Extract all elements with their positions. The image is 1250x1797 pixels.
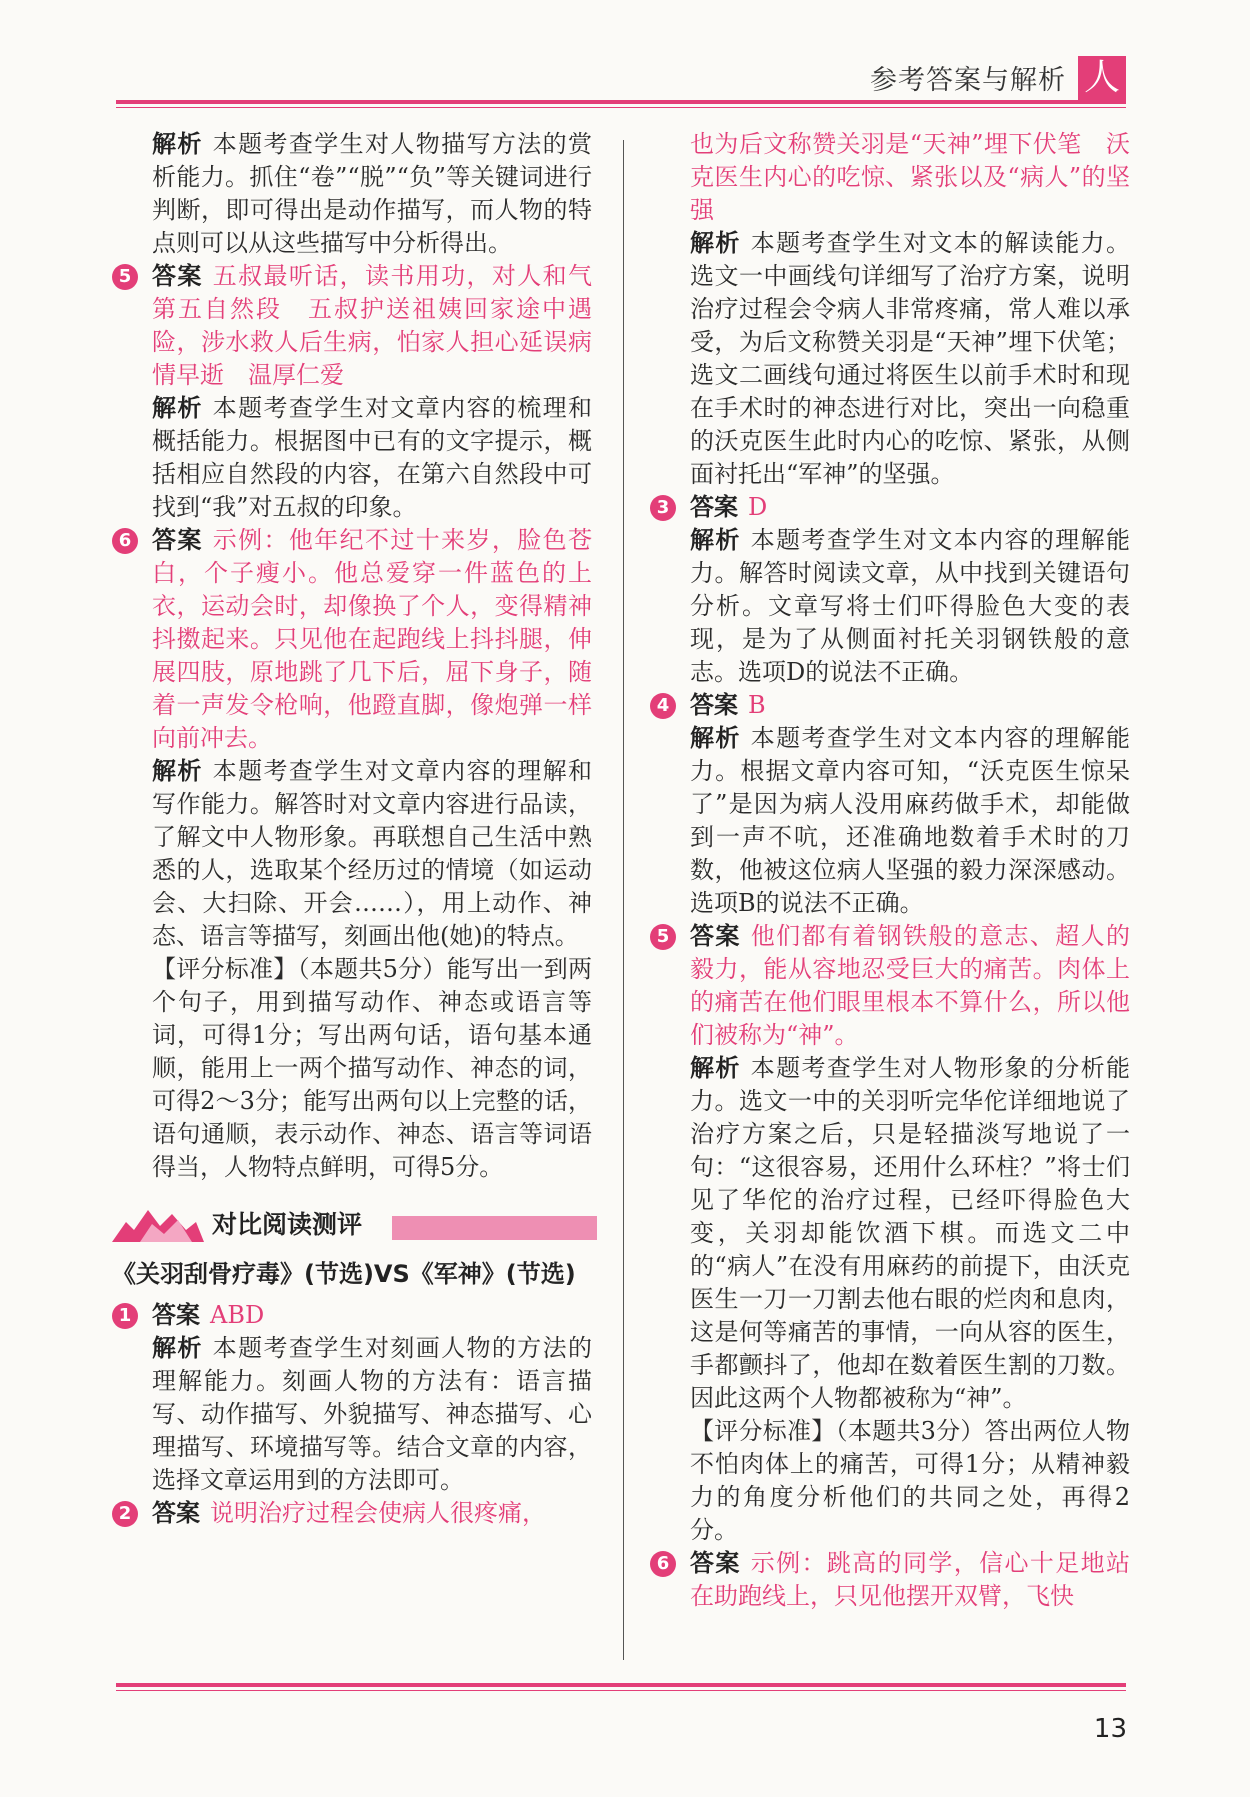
section-question-5	[656, 920, 1130, 1547]
answer-label: 答案	[690, 922, 741, 950]
analysis-label: 解析	[690, 724, 741, 752]
answer-text: B	[748, 691, 766, 719]
analysis-label: 解析	[152, 1334, 203, 1362]
answer-label: 答案	[152, 1301, 200, 1329]
left-column	[112, 128, 616, 1530]
answer-label: 答案	[152, 1499, 200, 1527]
section-title	[112, 1198, 592, 1252]
question-number-badge: 4	[650, 693, 676, 719]
column-divider	[623, 140, 624, 1660]
analysis-text: 本题考查学生对文章内容的梳理和概括能力。根据图中已有的文字提示，概括相应自然段的内容，在第六自然段中可找到“我”对五叔的印象。	[152, 394, 592, 521]
analysis-text: 本题考查学生对人物描写方法的赏析能力。抓住“卷”“脱”“负”等关键词进行判断，即可得出是动作描写，而人物的特点则可以从这些描写中分析得出。	[152, 130, 592, 257]
analysis-label: 解析	[690, 1054, 741, 1082]
scoring-criteria: 【评分标准】（本题共5分）能写出一到两个句子，用到描写动作、神态或语言等词，可得1分；写出两句话，语句基本通顺，能用上一两个描写动作、神态的词，可得2～3分；能写出两句以上完整的话，语句通顺，表示动作、神态、语言等词语得当，人物特点鲜明，可得5分。	[152, 955, 592, 1181]
analysis-label: 解析	[690, 229, 741, 257]
answer-continuation: 也为后文称赞关羽是“天神”埋下伏笔 沃克医生内心的吃惊、紧张以及“病人”的坚强	[690, 130, 1130, 224]
header-rule	[116, 100, 1126, 104]
section-title-bar	[392, 1216, 597, 1240]
answer-label: 答案	[690, 493, 738, 521]
analysis-label: 解析	[690, 526, 741, 554]
answer-text: D	[748, 493, 768, 521]
analysis-text: 本题考查学生对文本的解读能力。选文一中画线句详细写了治疗方案，说明治疗过程会令病人非常疼痛，常人难以承受，为后文称赞关羽是“天神”埋下伏笔；选文二画线句通过将医生以前手术时和现在手术时的神态进行对比，突出一向稳重的沃克医生此时内心的吃惊、紧张，从侧面衬托出“军神”的坚强。	[690, 229, 1130, 488]
header-title: 参考答案与解析	[870, 65, 1066, 96]
answer-text: ABD	[210, 1301, 265, 1329]
analysis-text: 本题考查学生对文本内容的理解能力。根据文章内容可知，“沃克医生惊呆了”是因为病人没用麻药做手术，却能做到一声不吭，还准确地数着手术时的刀数，他被这位病人坚强的毅力深深感动。选项B的说法不正确。	[690, 724, 1130, 917]
question-number-badge: 6	[112, 528, 138, 554]
question-6	[118, 524, 592, 1184]
question-number-badge: 5	[650, 924, 676, 950]
section-question-3	[656, 491, 1130, 689]
section-question-4	[656, 689, 1130, 920]
analysis-text: 本题考查学生对文本内容的理解能力。解答时阅读文章，从中找到关键语句分析。文章写将士们吓得脸色大变的表现，是为了从侧面衬托关羽钢铁般的意志。选项D的说法不正确。	[690, 526, 1130, 686]
question-number-badge: 3	[650, 495, 676, 521]
section-question-2	[118, 1497, 592, 1530]
answer-label: 答案	[152, 262, 203, 290]
header-rule-thin	[116, 107, 1126, 108]
analysis-label: 解析	[152, 394, 203, 422]
question-number-badge: 2	[112, 1501, 138, 1527]
section-title-text: 对比阅读测评	[212, 1210, 363, 1239]
question-number-badge: 5	[112, 264, 138, 290]
mountain-decoration-icon	[112, 1204, 204, 1242]
answer-text: 五叔最听话，读书用功，对人和气 第五自然段 五叔护送祖姨回家途中遇险，涉水救人后生病，怕家人担心延误病情早逝 温厚仁爱	[152, 262, 616, 389]
answer-text: 他们都有着钢铁般的意志、超人的毅力，能从容地忍受巨大的痛苦。肉体上的痛苦在他们眼里根本不算什么，所以他们被称为“神”。	[690, 922, 1130, 1049]
question-number-badge: 6	[650, 1551, 676, 1577]
answer-label: 答案	[152, 526, 203, 554]
answer-text: 示例：他年纪不过十来岁，脸色苍白，个子瘦小。他总爱穿一件蓝色的上衣，运动会时，却像换了个人，变得精神抖擞起来。只见他在起跑线上抖抖腿，伸展四肢，原地跳了几下后，屈下身子，随着一声发令枪响，他蹬直脚，像炮弹一样向前冲去。	[152, 526, 592, 752]
analysis-text: 本题考查学生对人物形象的分析能力。选文一中的关羽听完华佗详细地说了治疗方案之后，只是轻描淡写地说了一句：“这很容易，还用什么环柱？”将士们见了华佗的治疗过程，已经吓得脸色大变，关羽却能饮酒下棋。而选文二中的“病人”在没有用麻药的前提下，由沃克医生一刀一刀割去他右眼的烂肉和息肉，这是何等痛苦的事情，一向从容的医生，手都颤抖了，他却在数着医生割的刀数。因此这两个人物都被称为“神”。	[690, 1054, 1130, 1412]
q4-analysis	[152, 128, 592, 260]
footer-rule-thin	[116, 1690, 1126, 1691]
answer-text: 说明治疗过程会使病人很疼痛，	[210, 1499, 546, 1527]
footer-rule	[116, 1683, 1126, 1687]
analysis-label: 解析	[152, 757, 203, 785]
section-question-1	[118, 1299, 592, 1497]
section-question-6	[656, 1547, 1130, 1613]
header-mark: 人	[1078, 56, 1126, 100]
page-number: 13	[1093, 1714, 1127, 1744]
right-column	[656, 128, 1130, 1613]
analysis-label: 解析	[152, 130, 203, 158]
analysis-text: 本题考查学生对刻画人物的方法的理解能力。刻画人物的方法有：语言描写、动作描写、外貌描写、神态描写、心理描写、环境描写等。结合文章的内容，选择文章运用到的方法即可。	[152, 1334, 592, 1494]
question-5	[118, 260, 616, 524]
answer-label: 答案	[690, 691, 738, 719]
scoring-criteria: 【评分标准】（本题共3分）答出两位人物不怕肉体上的痛苦，可得1分；从精神毅力的角度分析他们的共同之处，再得2分。	[690, 1417, 1130, 1544]
analysis-text: 本题考查学生对文章内容的理解和写作能力。解答时对文章内容进行品读，了解文中人物形象。再联想自己生活中熟悉的人，选取某个经历过的情境（如运动会、大扫除、开会……），用上动作、神态、语言等描写，刻画出他(她)的特点。	[152, 757, 592, 950]
comparison-subhead: 《关羽刮骨疗毒》(节选)VS《军神》(节选)	[112, 1260, 576, 1288]
answer-text: 示例：跳高的同学，信心十足地站在助跑线上，只见他摆开双臂，飞快	[690, 1549, 1130, 1610]
question-number-badge: 1	[112, 1303, 138, 1329]
answer-label: 答案	[690, 1549, 741, 1577]
